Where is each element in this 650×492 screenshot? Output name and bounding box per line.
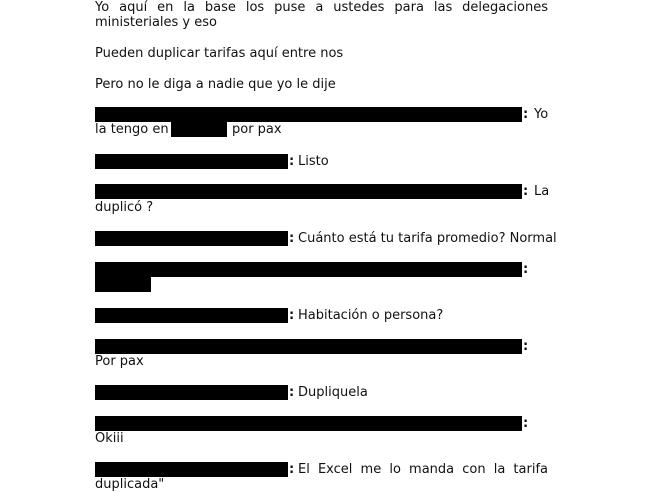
speaker-separator: : [523,262,529,277]
redacted-speaker [95,339,522,354]
speaker-separator: : [289,231,295,246]
redacted-message [95,277,151,292]
redacted-speaker [95,107,522,122]
message-text: Habitación o persona? [298,308,444,323]
intro-line-3: Pueden duplicar tarifas aquí entre nos [95,46,344,61]
message-text: Por pax [95,354,144,369]
message-text-continued: la tengo en [95,122,169,137]
redacted-speaker [95,262,522,277]
redacted-speaker [95,154,288,169]
speaker-separator: : [523,107,529,122]
speaker-separator: : [523,339,529,354]
message-text-continued: duplicada" [95,477,165,492]
redacted-speaker [95,416,522,431]
redacted-speaker [95,231,288,246]
message-text: Dupliquela [298,385,368,400]
redacted-speaker [95,184,522,199]
speaker-separator: : [523,416,529,431]
message-text: La [534,184,550,199]
intro-line-4: Pero no le diga a nadie que yo le dije [95,77,336,92]
redacted-speaker [95,462,288,477]
speaker-separator: : [289,154,295,169]
speaker-separator: : [523,184,529,199]
message-text-suffix: por pax [232,122,282,137]
speaker-separator: : [289,385,295,400]
message-text: Yo [534,107,549,122]
speaker-separator: : [289,462,295,477]
intro-line-1: Yo aquí en la base los puse a ustedes para las delegaciones [95,0,548,15]
speaker-separator: : [289,308,295,323]
message-text: El Excel me lo manda con la tarifa [298,462,548,477]
message-text: Cuánto está tu tarifa promedio? Normal [298,231,557,246]
message-text: Okiii [95,431,124,446]
redacted-location [171,122,227,137]
message-text-continued: duplicó ? [95,200,154,215]
message-text: Listo [298,154,329,169]
redacted-speaker [95,385,288,400]
intro-line-2: ministeriales y eso [95,15,217,30]
redacted-speaker [95,308,288,323]
